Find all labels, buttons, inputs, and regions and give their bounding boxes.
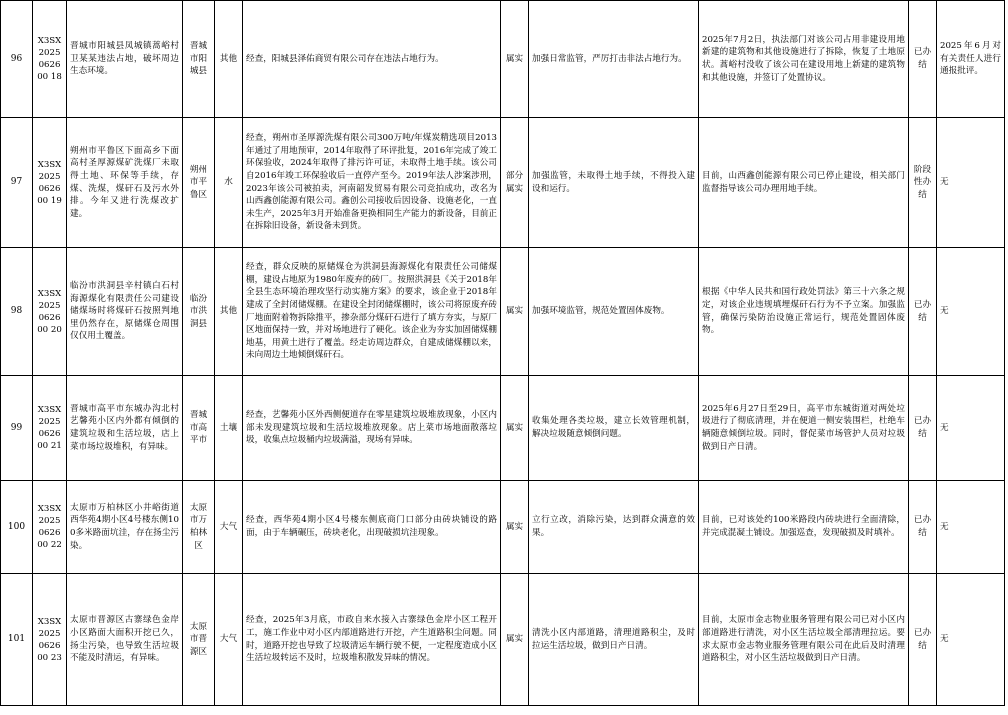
- row-number: 101: [1, 574, 33, 706]
- verification: 经查，艺馨苑小区外西侧便道存在零星建筑垃圾堆放现象，小区内部未发现建筑垃圾和生活垃圾堆放现象。店上菜市场地面散落垃圾，收集点垃圾桶内垃圾满溢，现场有异味。: [243, 376, 501, 481]
- table-row: [1, 1, 1005, 118]
- verification: 经查，阳城县泽佑商贸有限公司存在违法占地行为。: [243, 1, 501, 118]
- region: 太原市晋源区: [183, 574, 215, 706]
- completion-status: 已办结: [909, 1, 937, 118]
- verification-status: 属实: [501, 574, 529, 706]
- accountability: 无: [937, 118, 1005, 248]
- handling-result: 目前，已对该处约100米路段内砖块进行全面清除，并完成混凝土铺设。加强巡查，发现破损及时填补。: [699, 481, 909, 574]
- verification: 经查，群众反映的原储煤仓为洪洞县海源煤化有限责任公司储煤棚，建设占地原为1980年废弃的砖厂。按照洪洞县《关于2018年全县生态环境治理攻坚行动实施方案》的要求，该企业于2018年建成了全封闭储煤棚。在建设全封闭储煤棚时，该公司将原废弃砖厂地面附着物拆除推平，掺杂部分煤矸石进行了填方夯实，与原厂区地面保持一致，并对场地进行了硬化。该企业为夯实加固储煤棚地基，用黄土进行了覆盖。经走访周边群众，自建成储煤棚以来，未向周边土地倾倒煤矸石。: [243, 248, 501, 376]
- row-number: 100: [1, 481, 33, 574]
- handling-result: 2025年6月27日至29日，高平市东城街道对两处垃圾进行了彻底清理，并在便道一侧安装围栏，杜绝车辆随意倾倒垃圾。同时，督促菜市场管护人员对垃圾做到日产日清。: [699, 376, 909, 481]
- table-row: [1, 481, 1005, 574]
- verification-status: 属实: [501, 376, 529, 481]
- completion-status: 阶段性办结: [909, 118, 937, 248]
- completion-status: 已办结: [909, 248, 937, 376]
- verification-status: 部分属实: [501, 118, 529, 248]
- region: 晋城市阳城县: [183, 1, 215, 118]
- accountability: 无: [937, 574, 1005, 706]
- table-row: [1, 248, 1005, 376]
- row-number: 96: [1, 1, 33, 118]
- pollution-category: 其他: [215, 1, 243, 118]
- verification: 经查，朔州市圣厚源洗煤有限公司300万吨/年煤炭精选项目2013年通过了用地预审，2014年取得了环评批复，2016年完成了竣工环保验收，2024年取得了排污许可证，未取得土地手续。该公司自2016年竣工环保验收后一直停产至今。2019年法人涉案涉刑，2023年该公司被拍卖，河南韶发贸易有限公司竞拍成功，改名为山西鑫创能源有限公司。鑫创公司接收后因设备、设施老化，一直未生产，2025年3月开始准备更换相同生产能力的新设备，目前正在拆除旧设备，新设备未到货。: [243, 118, 501, 248]
- pollution-category: 大气: [215, 574, 243, 706]
- handling-result: 目前，山西鑫创能源有限公司已停止建设，相关部门监督指导该公司办理用地手续。: [699, 118, 909, 248]
- row-number: 98: [1, 248, 33, 376]
- table-row: [1, 574, 1005, 706]
- accountability: 无: [937, 248, 1005, 376]
- handling-requirement: 加强日常监管，严厉打击非法占地行为。: [529, 1, 699, 118]
- row-number: 97: [1, 118, 33, 248]
- completion-status: 已办结: [909, 481, 937, 574]
- complaint-content: 晋城市阳城县凤城镇蒿峪村卫某某违法占地，破坏周边生态环境。: [67, 1, 183, 118]
- case-code: X3SX2025062600 23: [33, 574, 67, 706]
- handling-result: 根据《中华人民共和国行政处罚法》第三十六条之规定，对该企业违规填埋煤矸石行为不予立案。加强监管，确保污染防治设施正常运行，规范处置固体废物。: [699, 248, 909, 376]
- accountability: 2025年6月对有关责任人进行通报批评。: [937, 1, 1005, 118]
- case-code: X3SX2025062600 22: [33, 481, 67, 574]
- verification-status: 属实: [501, 248, 529, 376]
- accountability: 无: [937, 376, 1005, 481]
- complaint-content: 晋城市高平市东城办沟北村艺馨苑小区内外都有倾倒的建筑垃圾和生活垃圾，店上菜市场垃圾堆积，有异味。: [67, 376, 183, 481]
- region: 朔州市平鲁区: [183, 118, 215, 248]
- handling-requirement: 加强监管，未取得土地手续，不得投入建设和运行。: [529, 118, 699, 248]
- handling-requirement: 加强环境监管，规范处置固体废物。: [529, 248, 699, 376]
- case-code: X3SX2025062600 20: [33, 248, 67, 376]
- pollution-category: 其他: [215, 248, 243, 376]
- row-number: 99: [1, 376, 33, 481]
- pollution-category: 土壤: [215, 376, 243, 481]
- verification-status: 属实: [501, 1, 529, 118]
- pollution-category: 大气: [215, 481, 243, 574]
- pollution-category: 水: [215, 118, 243, 248]
- completion-status: 已办结: [909, 574, 937, 706]
- complaint-content: 临汾市洪洞县辛村镇白石村海源煤化有限责任公司建设储煤场时将煤矸石按照判地里仍然存在，原储煤仓周围仅仅用土覆盖。: [67, 248, 183, 376]
- complaint-content: 太原市晋源区古寨绿色金岸小区路面大面积开挖已久，扬尘污染，也导致生活垃圾不能及时清运，有异味。: [67, 574, 183, 706]
- complaint-content: 太原市万柏林区小井峪街道西华苑4期小区4号楼东侧100多米路面坑洼，存在扬尘污染。: [67, 481, 183, 574]
- handling-requirement: 收集处理各类垃圾，建立长效管理机制，解决垃圾随意倾倒问题。: [529, 376, 699, 481]
- completion-status: 已办结: [909, 376, 937, 481]
- verification: 经查，2025年3月底，市政自来水接入古寨绿色金岸小区工程开工，施工作业中对小区内部道路进行开挖，产生道路积尘问题。同时，道路开挖也导致了垃圾清运车辆行驶不便，一定程度造成小区生活垃圾转运不及时，垃圾堆积散发异味的情况。: [243, 574, 501, 706]
- complaint-content: 朔州市平鲁区下面高乡下面高村圣厚源煤矿洗煤厂未取得土地、环保等手续，存煤、洗煤，煤矸石及污水外排。今年又进行洗煤改扩建。: [67, 118, 183, 248]
- case-code: X3SX2025062600 19: [33, 118, 67, 248]
- handling-result: 2025年7月2日，执法部门对该公司占用非建设用地新建的建筑物和其他设施进行了拆除，恢复了土地原状。蒿峪村没收了该公司在建设用地上新建的建筑物和其他设施，并签订了处置协议。: [699, 1, 909, 118]
- region: 晋城市高平市: [183, 376, 215, 481]
- region: 太原市万柏林区: [183, 481, 215, 574]
- case-code: X3SX2025062600 18: [33, 1, 67, 118]
- table-row: [1, 118, 1005, 248]
- case-code: X3SX2025062600 21: [33, 376, 67, 481]
- verification-status: 属实: [501, 481, 529, 574]
- handling-requirement: 立行立改，消除污染，达到群众满意的效果。: [529, 481, 699, 574]
- handling-result: 目前，太原市金志物业服务管理有限公司已对小区内部道路进行清洗，对小区生活垃圾全部清理拉运。要求太原市金志物业服务管理有限公司在此后及时清理道路积尘，对小区生活垃圾做到日产日清。: [699, 574, 909, 706]
- accountability: 无: [937, 481, 1005, 574]
- region: 临汾市洪洞县: [183, 248, 215, 376]
- handling-requirement: 清洗小区内部道路，清理道路积尘，及时拉运生活垃圾，做到日产日清。: [529, 574, 699, 706]
- table-row: [1, 376, 1005, 481]
- verification: 经查，西华苑4期小区4号楼东侧底商门口部分由砖块铺设的路面，由于车辆碾压，砖块老化，出现破损坑洼现象。: [243, 481, 501, 574]
